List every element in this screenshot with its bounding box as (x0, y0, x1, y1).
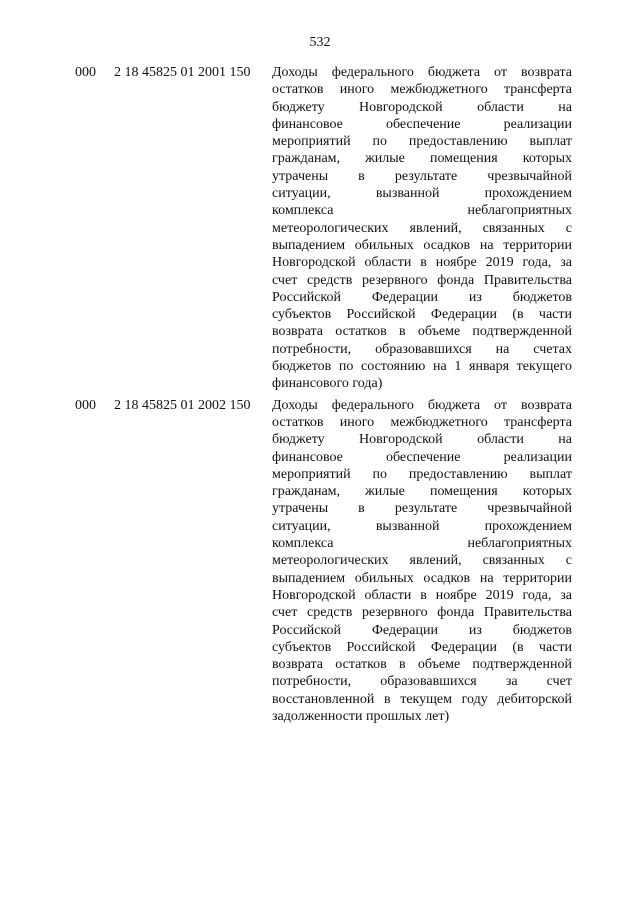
budget-entries (0, 64, 640, 729)
description-line: субъектов Российской Федерации (в части (272, 307, 572, 323)
page-number: 532 (309, 35, 331, 50)
description-line: Доходы федерального бюджета от возврата (272, 397, 572, 413)
description-line: метеорологических явлений, связанных с (272, 553, 572, 569)
budget-entry-2 (0, 397, 640, 726)
description-line: Российской Федерации из бюджетов (272, 622, 572, 638)
description-line: восстановленной в текущем году дебиторской (272, 691, 572, 707)
description-line: утрачены в результате чрезвычайной (272, 168, 572, 184)
budget-classification-code: 2 18 45825 01 2002 150 (114, 397, 251, 413)
description-line: комплекса неблагоприятных (272, 536, 572, 552)
description-line: счет средств резервного фонда Правительства (272, 272, 572, 288)
entry-description (272, 64, 572, 393)
description-line: счет средств резервного фонда Правительства (272, 605, 572, 621)
description-line: финансового года) (272, 376, 383, 392)
description-line: потребности, образовавшихся на счетах (272, 341, 572, 357)
description-line: возврата остатков в объеме подтвержденной (272, 324, 572, 340)
admin-code: 000 (75, 65, 96, 80)
description-line: выпадением обильных осадков на территории (272, 570, 572, 586)
description-line: потребности, образовавшихся за счет (272, 674, 572, 690)
description-line: утрачены в результате чрезвычайной (272, 501, 572, 517)
description-line: мероприятий по предоставлению выплат (272, 134, 572, 150)
description-line: ситуации, вызванной прохождением (272, 186, 572, 202)
description-line: остатков иного межбюджетного трансферта (272, 82, 572, 98)
description-line: Новгородской области в ноябре 2019 года, за (272, 587, 572, 603)
description-line: бюджету Новгородской области на (272, 432, 572, 448)
description-line: финансовое обеспечение реализации (272, 116, 572, 132)
budget-entry-1 (0, 64, 640, 393)
description-line: метеорологических явлений, связанных с (272, 220, 572, 236)
description-line: остатков иного межбюджетного трансферта (272, 414, 572, 430)
description-line: бюджету Новгородской области на (272, 99, 572, 115)
description-line: ситуации, вызванной прохождением (272, 518, 572, 534)
description-line: выпадением обильных осадков на территории (272, 237, 572, 253)
description-line: Российской Федерации из бюджетов (272, 289, 572, 305)
description-line: Доходы федерального бюджета от возврата (272, 65, 572, 80)
admin-code: 000 (75, 397, 96, 413)
description-line: комплекса неблагоприятных (272, 203, 572, 219)
description-line: мероприятий по предоставлению выплат (272, 466, 572, 482)
description-line: субъектов Российской Федерации (в части (272, 639, 572, 655)
budget-classification-code: 2 18 45825 01 2001 150 (114, 65, 251, 80)
description-line: возврата остатков в объеме подтвержденной (272, 657, 572, 673)
description-line: гражданам, жилые помещения которых (272, 151, 572, 167)
description-line: гражданам, жилые помещения которых (272, 484, 572, 500)
entry-description (272, 397, 572, 726)
description-line: Новгородской области в ноябре 2019 года, за (272, 255, 572, 271)
description-line: задолженности прошлых лет) (272, 708, 450, 724)
description-line: финансовое обеспечение реализации (272, 449, 572, 465)
description-line: бюджетов по состоянию на 1 января текущего (272, 359, 572, 375)
